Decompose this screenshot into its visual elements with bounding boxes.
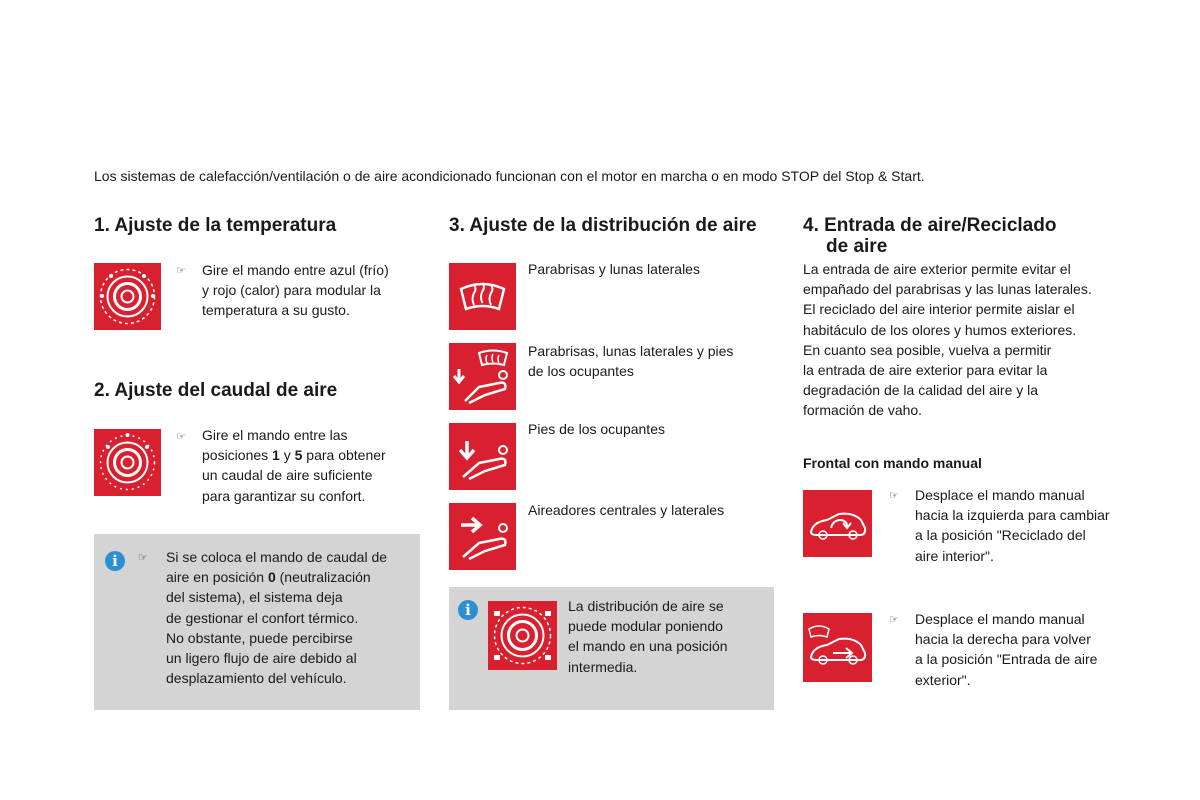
text-line: el mando en una posición [568,638,728,655]
text-line: a la posición "Reciclado del [915,527,1086,544]
text-line: un caudal de aire suficiente [202,467,373,484]
manual-control-subtitle: Frontal con mando manual [803,455,982,471]
text-line: de los ocupantes [528,363,634,380]
section-2-title: 2. Ajuste del caudal de aire [94,380,338,401]
section-1-text [202,260,389,321]
airflow-dial-icon [94,429,161,496]
text-line: y rojo (calor) para modular la [202,282,381,299]
section-3-title: 3. Ajuste de la distribución de aire [449,215,757,236]
text-line: Gire el mando entre las [202,427,348,443]
info-icon: i [105,551,125,571]
section-2-text [202,425,386,506]
text-line: Gire el mando entre azul (frío) [202,262,389,278]
text-line: Desplace el mando manual [915,611,1085,627]
text-line: degradación de la calidad del aire y la [803,382,1039,399]
text-line: Parabrisas y lunas laterales [528,261,700,277]
text-line: del sistema), el sistema deja [166,589,343,606]
text-line: la entrada de aire exterior para evitar la [803,362,1048,379]
distribution-item-2-text [528,341,733,381]
text-line: El reciclado del aire interior permite aislar el [803,301,1075,318]
recirculation-icon [803,490,872,557]
fresh-air-text [915,609,1097,690]
distribution-dial-icon [488,601,557,670]
windscreen-demist-icon [449,263,516,330]
section-4-title [803,215,1056,257]
text-line: puede modular poniendo [568,618,723,635]
text-line: empañado del parabrisas y las lunas laterales. [803,281,1092,298]
text-line: un ligero flujo de aire debido al [166,650,357,667]
title-line: de aire [826,236,888,257]
text-line: intermedia. [568,658,638,675]
bullet-icon: ☞ [176,431,186,443]
feet-vent-icon [449,423,516,490]
text-line: Si se coloca el mando de caudal de [166,549,388,565]
text-line: Desplace el mando manual [915,487,1085,503]
distribution-note-text [568,596,728,677]
fresh-air-intake-icon [803,613,872,682]
distribution-item-1-text [528,259,700,279]
distribution-item-3-text [528,419,665,439]
text-line: La entrada de aire exterior permite evitar el [803,261,1071,277]
distribution-item-4-text [528,500,724,520]
airflow-note-text [166,547,387,688]
bullet-icon: ☞ [889,614,899,626]
bullet-icon: ☞ [138,552,148,564]
text-line: a la posición "Entrada de aire [915,651,1098,668]
text-line: desplazamiento del vehículo. [166,670,347,687]
section-1-title: 1. Ajuste de la temperatura [94,215,337,236]
title-line: 4. Entrada de aire/Reciclado [803,215,1057,236]
text-line: temperatura a su gusto. [202,302,350,319]
text-line: Pies de los ocupantes [528,421,665,437]
text-line: para garantizar su confort. [202,487,366,504]
text-line: formación de vaho. [803,402,923,419]
text-line: de gestionar el confort térmico. [166,609,359,626]
text-line: Aireadores centrales y laterales [528,502,725,518]
windscreen-and-feet-icon [449,343,516,410]
face-vent-icon [449,503,516,570]
temperature-dial-icon [94,263,161,330]
bullet-icon: ☞ [176,265,186,277]
text-line: exterior". [915,671,971,688]
recirculation-text [915,485,1110,566]
info-icon: i [458,600,478,620]
bullet-icon: ☞ [889,490,899,502]
text-line: hacia la izquierda para cambiar [915,507,1110,524]
text-line: posiciones 1 y 5 para obtener [202,447,386,464]
text-line: aire interior". [915,547,994,564]
intro-text: Los sistemas de calefacción/ventilación o de aire acondicionado funcionan con el motor en marcha o en modo STOP del Stop & Start. [94,168,925,184]
text-line: En cuanto sea posible, vuelva a permitir [803,341,1052,358]
text-line: hacia la derecha para volver [915,631,1091,648]
text-line: habitáculo de los olores y humos exteriores. [803,321,1077,338]
text-line: No obstante, puede percibirse [166,629,353,646]
text-line: aire en posición 0 (neutralización [166,569,371,586]
section-4-paragraph [803,259,1092,421]
text-line: Parabrisas, lunas laterales y pies [528,343,734,359]
text-line: La distribución de aire se [568,598,724,614]
